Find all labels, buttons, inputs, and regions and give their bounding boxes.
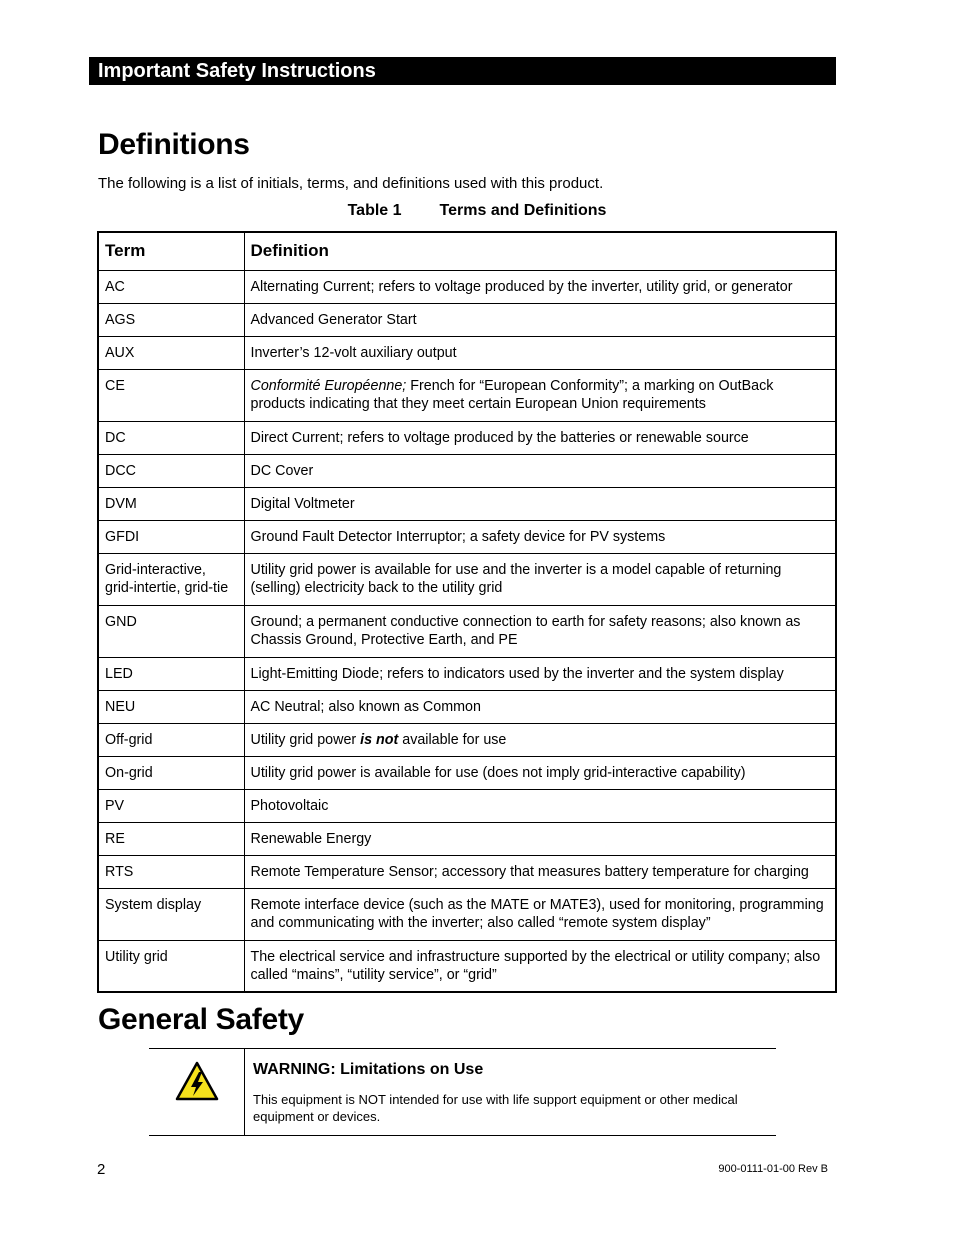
definition-cell: Digital Voltmeter [244,487,836,520]
definition-cell: Direct Current; refers to voltage produced by the batteries or renewable source [244,421,836,454]
table-row [98,270,836,303]
table-row [98,421,836,454]
term-cell: RE [98,822,244,855]
definition-cell: Renewable Energy [244,822,836,855]
definition-cell: DC Cover [244,454,836,487]
term-cell: System display [98,888,244,940]
definition-cell: AC Neutral; also known as Common [244,690,836,723]
warning-box [149,1048,776,1136]
table-row [98,789,836,822]
table-row [98,336,836,369]
definition-cell: Alternating Current; refers to voltage produced by the inverter, utility grid, or generator [244,270,836,303]
table-caption [0,202,954,220]
term-cell: DCC [98,454,244,487]
table-row [98,690,836,723]
term-cell: Grid-interactive, grid-intertie, grid-tie [98,553,244,605]
table-row [98,940,836,992]
term-cell: RTS [98,855,244,888]
document-number: 900-0111-01-00 Rev B [718,1163,828,1175]
term-cell: Off-grid [98,723,244,756]
term-cell: LED [98,657,244,690]
definition-cell: Utility grid power is available for use and the inverter is a model capable of returning (selling) electricity back to the utility grid [244,553,836,605]
definition-cell: Ground; a permanent conductive connection to earth for safety reasons; also known as Chassis Ground, Protective Earth, and PE [244,605,836,657]
definition-cell: Remote Temperature Sensor; accessory that measures battery temperature for charging [244,855,836,888]
definition-cell: Light-Emitting Diode; refers to indicators used by the inverter and the system display [244,657,836,690]
table-row [98,756,836,789]
definition-cell: Utility grid power is available for use (does not imply grid-interactive capability) [244,756,836,789]
table-row [98,723,836,756]
table-row [98,888,836,940]
warning-body: This equipment is NOT intended for use with life support equipment or other medical equipment or devices. [253,1092,738,1124]
column-header-term: Term [98,232,244,270]
warning-title: WARNING: Limitations on Use [253,1061,484,1078]
term-cell: On-grid [98,756,244,789]
definition-cell [244,369,836,421]
table-row [98,822,836,855]
warning-icon-cell [149,1049,245,1135]
column-header-definition: Definition [244,232,836,270]
page-number: 2 [97,1161,106,1178]
term-cell: NEU [98,690,244,723]
table-row [98,855,836,888]
term-cell: AGS [98,303,244,336]
table-row [98,553,836,605]
term-cell: CE [98,369,244,421]
general-safety-heading: General Safety [98,1003,304,1036]
term-cell: GFDI [98,520,244,553]
definition-text: available for use [398,731,507,748]
section-title: Important Safety Instructions [98,60,376,82]
definition-cell [244,723,836,756]
term-cell: GND [98,605,244,657]
definition-emphasis-text: is not [360,731,399,748]
definition-cell: Ground Fault Detector Interruptor; a safety device for PV systems [244,520,836,553]
definition-cell: The electrical service and infrastructure supported by the electrical or utility company; also called “mains”, “utility service”, or “grid” [244,940,836,992]
term-cell: DVM [98,487,244,520]
definition-prefix-text: Utility grid power [250,731,361,748]
electrical-hazard-icon [175,1061,219,1101]
term-cell: PV [98,789,244,822]
section-header-bar [89,57,836,85]
term-cell: DC [98,421,244,454]
table-row [98,454,836,487]
definition-cell: Advanced Generator Start [244,303,836,336]
table-number: Table 1 [347,202,402,219]
definitions-intro: The following is a list of initials, terms, and definitions used with this product. [98,175,604,192]
table-row [98,303,836,336]
definition-cell: Photovoltaic [244,789,836,822]
table-row [98,657,836,690]
term-cell: AC [98,270,244,303]
term-cell: AUX [98,336,244,369]
table-row [98,520,836,553]
definition-italic-text: Conformité Européenne; [250,377,407,394]
definition-cell: Remote interface device (such as the MATE or MATE3), used for monitoring, programming and communicating with the inverter; also called “remote system display” [244,888,836,940]
definitions-heading: Definitions [98,128,250,161]
table-title: Terms and Definitions [439,202,607,219]
definition-text: French for “European Conformity”; a marking on OutBack products indicating that they meet certain European Union requirements [250,377,774,412]
table-row [98,487,836,520]
definitions-table [97,231,837,993]
term-cell: Utility grid [98,940,244,992]
definition-cell: Inverter’s 12-volt auxiliary output [244,336,836,369]
table-row [98,605,836,657]
table-row [98,369,836,421]
